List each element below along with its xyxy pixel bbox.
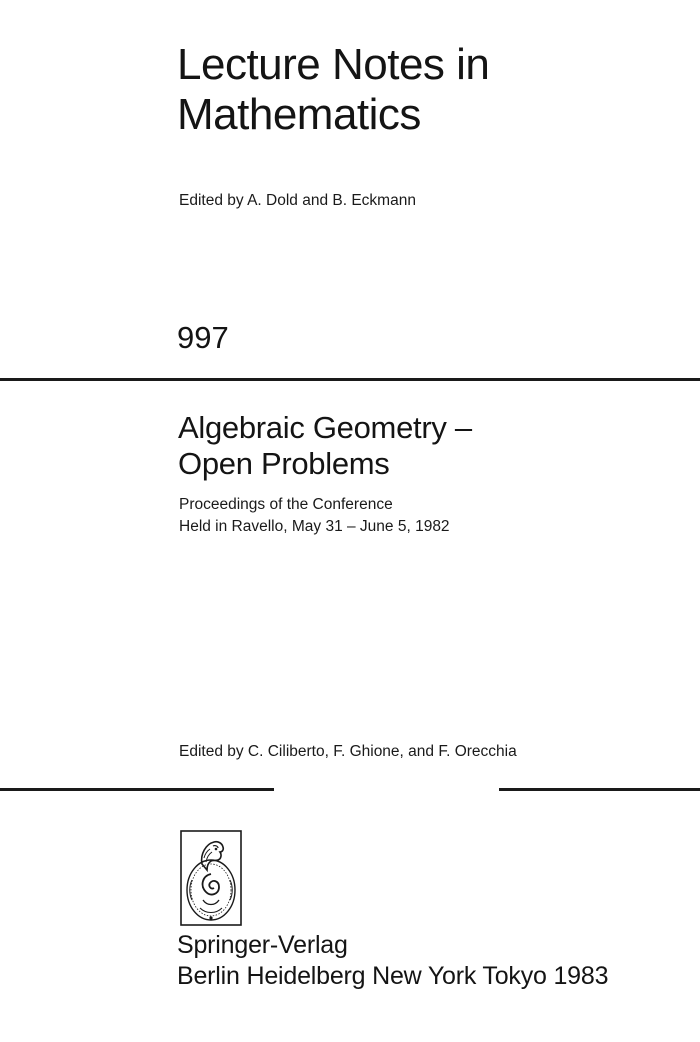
book-title-line-2: Open Problems bbox=[178, 446, 390, 481]
series-title-line-1: Lecture Notes in bbox=[177, 40, 490, 89]
divider-rule bbox=[0, 378, 700, 381]
volume-editors: Edited by C. Ciliberto, F. Ghione, and F. Orecchia bbox=[179, 743, 517, 760]
series-title bbox=[177, 40, 489, 140]
divider-rule-left bbox=[0, 788, 274, 791]
book-subtitle bbox=[179, 494, 450, 538]
springer-logo-icon bbox=[180, 830, 242, 926]
publisher-name: Springer-Verlag bbox=[177, 931, 348, 959]
book-title-line-1: Algebraic Geometry – bbox=[178, 410, 472, 445]
subtitle-line-2: Held in Ravello, May 31 – June 5, 1982 bbox=[179, 518, 450, 535]
subtitle-line-1: Proceedings of the Conference bbox=[179, 496, 393, 513]
book-title bbox=[178, 410, 472, 482]
divider-rule-right bbox=[499, 788, 700, 791]
series-title-line-2: Mathematics bbox=[177, 90, 421, 139]
volume-number: 997 bbox=[177, 320, 229, 355]
publisher-cities-year: Berlin Heidelberg New York Tokyo 1983 bbox=[177, 962, 609, 990]
series-editors: Edited by A. Dold and B. Eckmann bbox=[179, 192, 416, 209]
publisher-block bbox=[177, 930, 608, 992]
